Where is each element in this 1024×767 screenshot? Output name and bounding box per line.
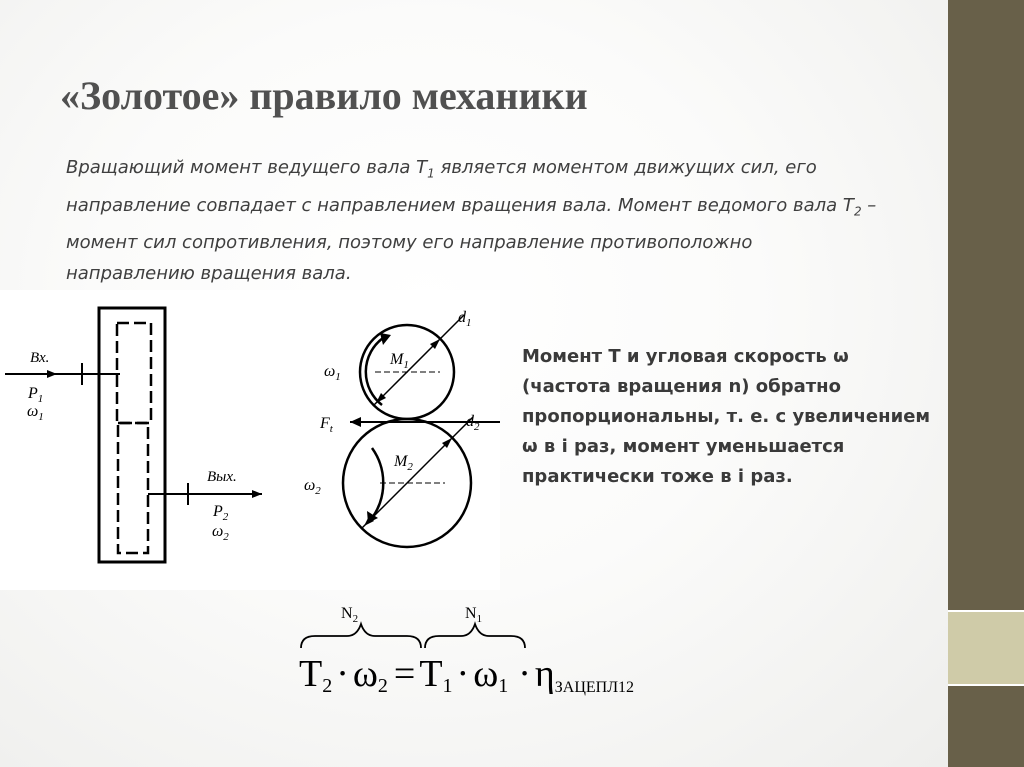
input-label: Вх. [30, 350, 50, 366]
rotation-arrow-1-head [380, 333, 391, 345]
input-power: $P_1$ [28, 385, 44, 405]
gearbox-housing [99, 308, 165, 562]
gear-2-diameter [362, 417, 473, 528]
omega2-label: $\omega_2$ [304, 477, 321, 497]
paragraph-text: является моментом движущих сил, его направление совпадает с направлением вращения вала. Момент ведомого вала Т [66, 157, 854, 216]
side-bar-bottom [948, 684, 1024, 767]
output-label: Вых. [207, 469, 237, 485]
paragraph-subscript: 1 [427, 166, 435, 181]
paragraph-text: – момент сил сопротивления, поэтому его направление противоположно направлению вращения вала. [66, 194, 877, 285]
output-power: $P_2$ [213, 503, 229, 523]
gears-diagram [290, 290, 500, 590]
n2-label: $N_2$ [341, 605, 359, 625]
d2-label: $d_2$ [466, 413, 480, 433]
force-arrow [350, 417, 361, 427]
output-arrow [252, 490, 262, 498]
brace-n2 [301, 624, 421, 648]
slide-title: «Золотое» правило механики [60, 73, 588, 118]
input-omega: $\omega_1$ [27, 403, 44, 423]
omega1-label: $\omega_1$ [324, 363, 341, 383]
main-paragraph [66, 152, 886, 289]
gearbox-diagram [0, 290, 290, 590]
input-arrow [47, 370, 57, 378]
n1-label: $N_1$ [465, 605, 483, 625]
paragraph-text: Вращающий момент ведущего вала Т [66, 157, 428, 178]
d1-label: $d_1$ [458, 309, 472, 329]
golden-rule-formula [295, 600, 695, 700]
formula-expression: T2 · ω2 = T1 · ω1 · ηЗАЦЕПЛ12 [299, 653, 635, 697]
side-explanation: Момент Т и угловая скорость ω (частота вращения n) обратно пропорциональны, т. е. с увеличением ω в i раз, момент уменьшается практически тоже в i раз. [522, 346, 931, 487]
side-bar-accent [948, 612, 1024, 684]
force-label: $F_t$ [320, 415, 333, 435]
side-bar-top [948, 0, 1024, 612]
side-bar-divider [948, 684, 1024, 686]
output-omega: $\omega_2$ [212, 523, 229, 543]
m1-label: $M_1$ [390, 351, 409, 371]
output-gear [118, 423, 148, 553]
paragraph-subscript: 2 [853, 204, 862, 219]
input-gear [117, 323, 151, 423]
m2-label: $M_2$ [394, 453, 413, 473]
side-bar-divider [948, 610, 1024, 612]
brace-n1 [425, 624, 525, 648]
